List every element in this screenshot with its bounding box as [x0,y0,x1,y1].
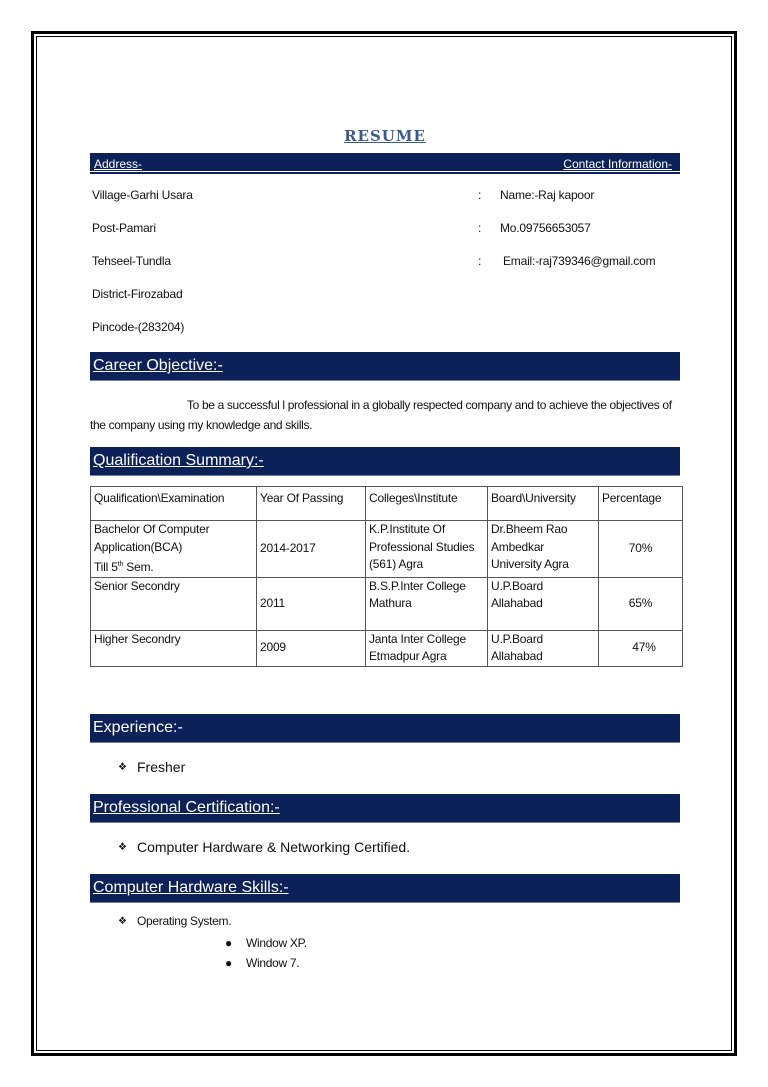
section-heading-career-objective: Career Objective:- [90,352,680,381]
address-label: Address- [94,156,143,171]
separator: : [478,188,482,202]
contact-mobile-text: Mo.09756653057 [500,221,591,235]
qualification-cell: Senior Secondry [91,577,257,630]
address-pincode: Pincode-(283204) [92,320,185,334]
round-bullet-icon: ● [225,936,232,950]
column-header: Qualification\Examination [91,487,257,521]
year-cell: 2011 [257,577,366,630]
table-row [91,521,683,578]
column-header: Board\University [488,487,599,521]
separator: : [478,254,482,268]
contact-email-text: Email:-raj739346@gmail.com [503,254,656,268]
round-bullet-icon: ● [225,956,232,970]
contact-email [478,254,655,268]
address-district: District-Firozabad [92,287,183,301]
address-village: Village-Garhi Usara [92,188,193,202]
diamond-bullet-icon: ❖ [118,761,127,773]
college-cell: K.P.Institute Of Professional Studies (561) Agra [366,521,488,578]
career-objective-text: To be a successful l professional in a globally respected company and to achieve the objectives of the company using my knowledge and skills. [90,398,672,432]
list-item: ❖ Fresher [118,759,186,775]
college-cell: B.S.P.Inter College Mathura [366,577,488,630]
column-header: Year Of Passing [257,487,366,521]
percentage-cell: 65% [599,577,683,630]
diamond-bullet-icon: ❖ [118,915,127,927]
year-cell: 2009 [257,630,366,666]
column-header: Colleges\Institute [366,487,488,521]
table-row [91,577,683,630]
resume-title: RESUME [344,127,426,145]
sub-list-item: ● Window 7. [225,956,300,970]
separator: : [478,221,482,235]
section-heading-qualification-summary: Qualification Summary:- [90,447,680,476]
board-cell: U.P.Board Allahabad [488,577,599,630]
section-heading-professional-certification: Professional Certification:- [90,794,680,823]
year-cell: 2014-2017 [257,521,366,578]
list-item: ❖ Operating System. [118,914,232,928]
address-contact-header [90,153,680,174]
column-header: Percentage [599,487,683,521]
diamond-bullet-icon: ❖ [118,841,127,853]
contact-label: Contact Information- [563,156,672,171]
table-row [91,630,683,666]
contact-name-text: Name:-Raj kapoor [500,188,595,202]
qualification-table [90,486,683,667]
percentage-cell: 70% [599,521,683,578]
section-heading-experience: Experience:- [90,714,680,743]
contact-name [478,188,594,202]
board-cell: Dr.Bheem Rao Ambedkar University Agra [488,521,599,578]
board-cell: U.P.Board Allahabad [488,630,599,666]
qualification-cell: Bachelor Of Computer Application(BCA) Till 5th Sem. [91,521,257,578]
section-heading-computer-hardware-skills: Computer Hardware Skills:- [90,874,680,903]
percentage-cell: 47% [599,630,683,666]
address-tehseel: Tehseel-Tundla [92,254,171,268]
table-header-row [91,487,683,521]
sub-list-item: ● Window XP. [225,936,307,950]
qualification-cell: Higher Secondry [91,630,257,666]
address-post: Post-Pamari [92,221,156,235]
list-item: ❖ Computer Hardware & Networking Certified. [118,839,411,855]
college-cell: Janta Inter College Etmadpur Agra [366,630,488,666]
contact-mobile [478,221,591,235]
